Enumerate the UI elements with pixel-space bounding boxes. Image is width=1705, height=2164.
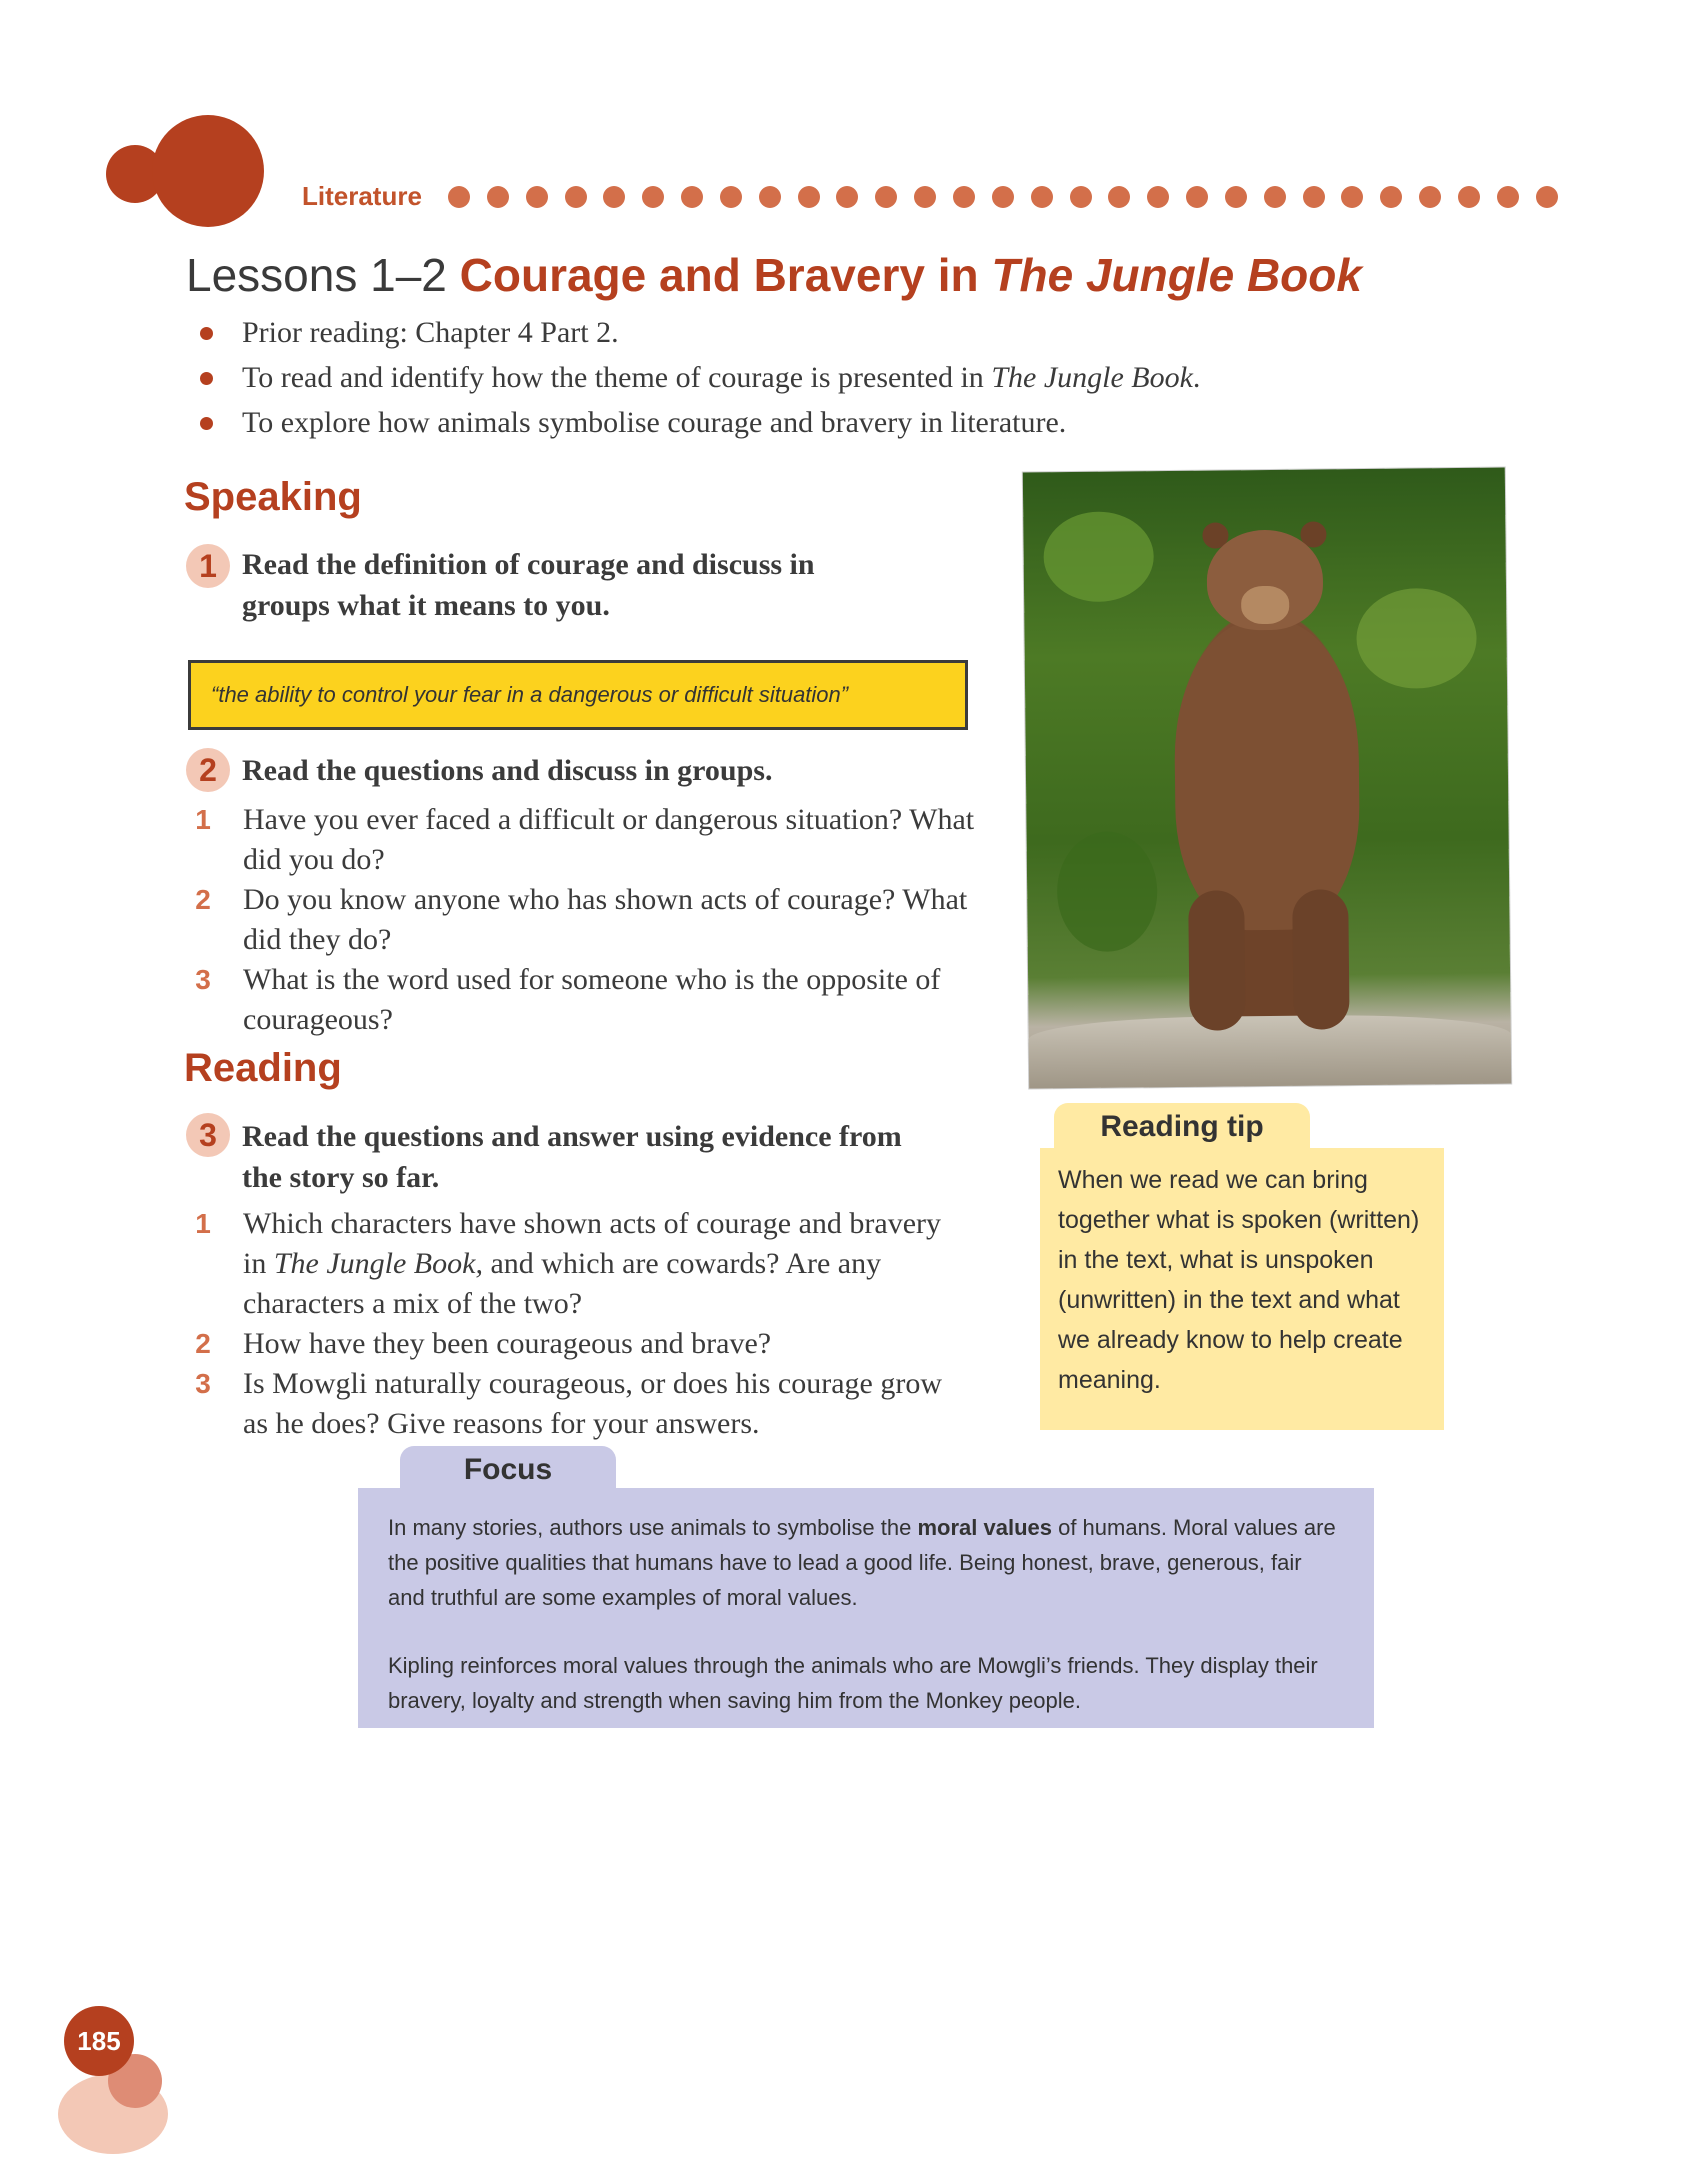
page-title [186,248,1362,302]
focus-paragraph: In many stories, authors use animals to symbolise the moral values of humans. Moral values are the positive qualities that humans have to lead a good life. Being honest, brave, generous, fair and truthful are some examples of moral values. [388,1515,1336,1610]
focus-box [358,1488,1374,1728]
activity-number-badge: 2 [186,748,230,792]
objective-item: To read and identify how the theme of courage is presented in The Jungle Book. [200,355,1200,400]
question-item: 3 Is Mowgli naturally courageous, or does his courage grow as he does? Give reasons for your answers. [195,1367,942,1440]
activity-2-instruction: Read the questions and discuss in groups. [242,754,773,787]
activity-3-instruction: Read the questions and answer using evidence from the story so far. [242,1120,902,1194]
focus-paragraph: Kipling reinforces moral values through the animals who are Mowgli’s friends. They display their bravery, loyalty and strength when saving him from the Monkey people. [388,1653,1318,1713]
page-number: 185 [64,2006,134,2076]
courage-definition-box: “the ability to control your fear in a dangerous or difficult situation” [188,660,968,730]
activity-3-questions [188,1204,968,1444]
question-item: 3 What is the word used for someone who is the opposite of courageous? [195,963,941,1036]
title-main: Courage and Bravery in The Jungle Book [459,249,1362,301]
question-item: 1 Have you ever faced a difficult or dangerous situation? What did you do? [195,803,975,876]
reading-tip-title: Reading tip [1054,1103,1310,1151]
activity-1-instruction: Read the definition of courage and discuss in groups what it means to you. [242,548,815,622]
activity-number-badge: 1 [186,544,230,588]
reading-tip-text: When we read we can bring together what is spoken (written) in the text, what is unspoken (unwritten) in the text and what we already know to help create meaning. [1040,1148,1444,1430]
activity-2-questions [188,800,1008,1040]
speaking-heading: Speaking [184,475,362,519]
section-label: Literature [302,181,422,211]
question-item: 2 Do you know anyone who has shown acts of courage? What did they do? [195,883,968,956]
objective-item: To explore how animals symbolise courage and bravery in literature. [200,400,1200,445]
header-decoration-large [152,115,264,227]
question-item: 1 Which characters have shown acts of courage and bravery in The Jungle Book, and which are cowards? Are any characters a mix of the two? [195,1207,941,1320]
title-lessons: Lessons 1–2 [186,249,447,301]
activity-number-badge: 3 [186,1113,230,1157]
objectives-list [200,310,1200,445]
objective-item: Prior reading: Chapter 4 Part 2. [200,310,1200,355]
reading-heading: Reading [184,1046,342,1090]
question-item: 2 How have they been courageous and brave? [195,1327,772,1360]
header-dot-row [448,186,1558,208]
bear-photo [1023,467,1511,1088]
focus-title: Focus [400,1446,616,1494]
